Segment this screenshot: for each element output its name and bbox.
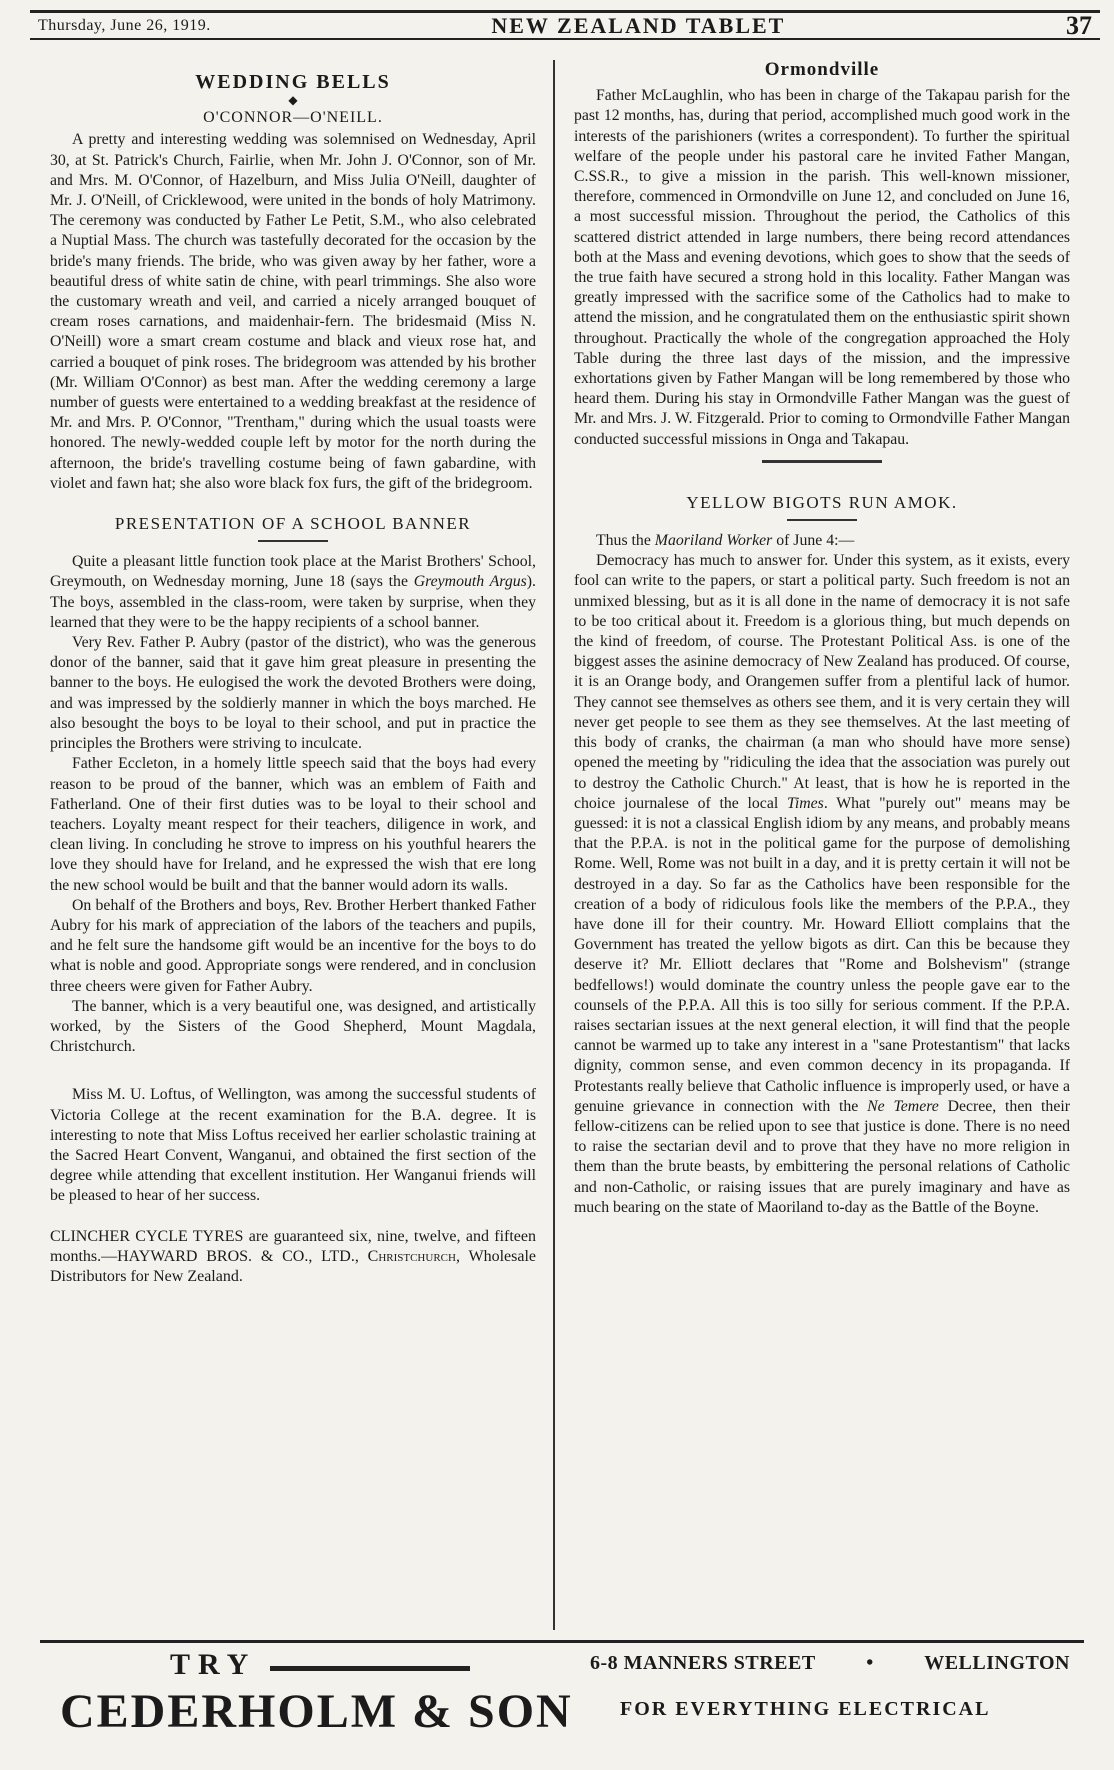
- masthead-date: Thursday, June 26, 1919.: [38, 16, 211, 34]
- masthead-title: NEW ZEALAND TABLET: [491, 12, 786, 38]
- footer-advertisement: [40, 1640, 1084, 1750]
- footer-address: [590, 1652, 1070, 1675]
- wedding-bells-heading: WEDDING BELLS: [195, 71, 391, 93]
- column-divider: [553, 60, 555, 1630]
- bigots-article: Democracy has much to answer for. Under this system, as it exists, every fool can write to the papers, or start a political party. Such freedom is not an unmixed blessing, but as it is all done in the name of democracy it is not safe to be too critical about it. Freedom is a glorious thing, but much depends on the kind of freedom, of course. The Protestant Political Ass. is one of the biggest asses the asinine democracy of New Zealand has produced. Of course, it is an Orange body, and Orangemen suffer from a plentiful lack of humor. They cannot see themselves as others see them, and it is very certain they will never get people to see them as they see themselves. At the last meeting of this body of cranks, the chairman (a man who should have more sense) opened the meeting by "ridiculing the idea that the association was purely out to destroy the Catholic Church." At least, that is how he is reported in the choice journalese of the local Times. What "purely out" means may be guessed: it is not a classical English idiom by any means, and probably means that the P.P.A. is not in the political game for the purpose of demolishing Rome. Well, Rome was not built in a day, and it is pretty certain it will not be destroyed in a day. So far as the Catholics have been responsible for the creation of a body of ridiculous fools like the members of the P.P.A., they have done ill for their country. Mr. Howard Elliott complains that the Government has treated the yellow bigots as dirt. Can this be because they deserve it? Mr. Elliott declares that "Rome and Bolshevism" (strange bedfellows!) would dominate the country unless the people gave ear to the counsels of the P.P.A. All this is too silly for serious comment. If the P.P.A. raises sectarian issues at the next general election, it will find that the people cannot be warmed up to take any interest in a "sane Protestantism" that lacks dignity, common sense, and even common decency in its propaganda. If Protestants really believe that Catholic influence is improperly used, or have a genuine grievance in connection with the Ne Temere Decree, then their fellow-citizens can be relied upon to see that justice is done. There is no need to raise the sectarian devil and to prove that they have no more religion in them than the brute beasts, by embittering the personal relations of Catholic and non-Catholic, or raising issues that are purely imaginary and have as much bearing on the state of Maoriland to-day as the Battle of the Boyne.: [574, 552, 1070, 1216]
- bigots-heading: YELLOW BIGOTS RUN AMOK.: [686, 492, 958, 512]
- wedding-article: A pretty and interesting wedding was solemnised on Wednesday, April 30, at St. Patrick's Church, Fairlie, when Mr. John J. O'Connor, son of Mr. and Mrs. M. O'Connor, of Hazelburn, and Miss Julia O'Neill, daughter of Mr. J. O'Neill, of Cricklewood, were united in the bonds of holy Matrimony. The ceremony was conducted by Father Le Petit, S.M., who also celebrated a Nuptial Mass. The church was tastefully decorated for the occasion by the bride's many friends. The bride, who was given away by her father, wore a beautiful dress of white satin de chine, with pearl trimmings. She also wore the customary wreath and veil, and carried a nicely arranged bouquet of cream roses carnations, and maidenhair-fern. The bridesmaid (Miss N. O'Neill) wore a smart cream costume and black and vieux rose hat, and carried a bouquet of pink roses. The bridegroom was attended by his brother (Mr. William O'Connor) as best man. After the wedding ceremony a large number of guests were entertained to a wedding breakfast at the residence of Mr. and Mrs. P. O'Connor, "Trentham," during which the usual toasts were honored. The newly-wedded couple left by motor for the north during the afternoon, the bride's travelling costume being of fawn gabardine, with violet and fawn hat; she also wore black fox furs, the gift of the bridegroom.: [50, 131, 536, 492]
- masthead: [30, 10, 1100, 40]
- divider: [258, 540, 328, 542]
- banner-paragraph-4: On behalf of the Brothers and boys, Rev. Brother Herbert thanked Father Aubry for his mark of appreciation of the labors of the teachers and pupils, and he felt sure the handsome gift would be an incentive for the boys to do what is noble and good. Appropriate songs were rendered, and in conclusion three cheers were given for Father Aubry.: [50, 896, 536, 995]
- page-number: 37: [1066, 10, 1092, 40]
- banner-paragraph-3: Father Eccleton, in a homely little speech said that the boys had every reason to be proud of the banner, which was an emblem of Faith and Fatherland. One of their first duties was to be loyal to their school and teachers. Loyalty meant respect for their teachers, diligence in work, and clean living. In concluding he strove to impress on his youthful hearers the love they should have for Ireland, and he expressed the wish that ere long the new school would be built and that the banner would adorn its walls.: [50, 755, 536, 894]
- pointer-line: [270, 1666, 470, 1671]
- clincher-advertisement: CLINCHER CYCLE TYRES are guaranteed six, nine, twelve, and fifteen months.—HAYWARD BROS. & CO., LTD., Christchurch, Wholesale Distributors for New Zealand.: [50, 1227, 536, 1285]
- banner-heading: PRESENTATION OF A SCHOOL BANNER: [114, 514, 472, 534]
- city-name: WELLINGTON: [924, 1652, 1070, 1674]
- right-column: [574, 60, 1070, 1218]
- banner-paragraph-2: Very Rev. Father P. Aubry (pastor of the district), who was the generous donor of the banner, said that it gave him great pleasure in presenting the banner to the boys. He eulogised the work the devoted Brothers were doing, and was impressed by the soldierly manner in which the boys marched. He also besought the boys to be loyal to their school, and put in practice the principles the Brothers were striving to inculcate.: [50, 634, 536, 753]
- divider: [762, 460, 882, 463]
- ormondville-article: Father McLaughlin, who has been in charge of the Takapau parish for the past 12 months, has, during that period, accomplished much good work in the interests of the parishioners (writes a correspondent). To further the spiritual welfare of the people under his pastoral care he invited Father Mangan, C.SS.R., to give a mission in the parish. This well-known missioner, therefore, commenced in Ormondville on June 12, and concluded on June 16, a most successful mission. Throughout the period, the Catholics of this scattered district attended in large numbers, there being record attendances both at the Mass and evening devotions, which goes to show that the seeds of the true faith have secured a strong hold in this locality. Father Mangan was greatly impressed with the sacrifice some of the Catholics had to make to attend the mission, and he congratulated them on the enthusiastic spirit shown throughout. Practically the whole of the congregation approached the Holy Table during the three last days of the mission, and the impressive exhortations given by Father Mangan will be long remembered by those who heard them. During his stay in Ormondville Father Mangan was the guest of Mr. and Mrs. J. W. Fitzgerald. Prior to coming to Ormondville Father Mangan conducted successful missions in Onga and Takapau.: [574, 87, 1070, 448]
- footer-rule: [40, 1640, 1084, 1643]
- banner-paragraph-5: The banner, which is a very beautiful one, was designed, and artistically worked, by the Sisters of the Good Shepherd, Mount Magdala, Christchurch.: [50, 997, 536, 1056]
- footer-tagline: FOR EVERYTHING ELECTRICAL: [620, 1698, 991, 1720]
- bullet-separator: •: [866, 1652, 874, 1674]
- wedding-subheading: O'CONNOR—O'NEILL.: [203, 109, 383, 127]
- ormondville-heading: Ormondville: [764, 59, 880, 80]
- divider: [787, 519, 857, 521]
- street-address: 6-8 MANNERS STREET: [590, 1652, 816, 1674]
- loftus-paragraph: Miss M. U. Loftus, of Wellington, was among the successful students of Victoria College at the recent examination for the B.A. degree. It is interesting to note that Miss Loftus received her earlier scholastic training at the Sacred Heart Convent, Wanganui, and obtained the first section of the degree while attending that excellent institution. Her Wanganui friends will be pleased to hear of her success.: [50, 1086, 536, 1205]
- banner-paragraph-1: Quite a pleasant little function took place at the Marist Brothers' School, Greymouth, on Wednesday morning, June 18 (says the Greymouth Argus). The boys, assembled in the class-room, were taken by surprise, when they learned that they were to be the happy recipients of a school banner.: [50, 553, 536, 631]
- bigots-intro: Thus the Maoriland Worker of June 4:—: [596, 532, 855, 550]
- left-column: [50, 60, 536, 1287]
- diamond-ornament: ◆: [288, 93, 298, 108]
- brand-name: CEDERHOLM & SON: [60, 1685, 573, 1738]
- try-label: TRY: [170, 1648, 257, 1681]
